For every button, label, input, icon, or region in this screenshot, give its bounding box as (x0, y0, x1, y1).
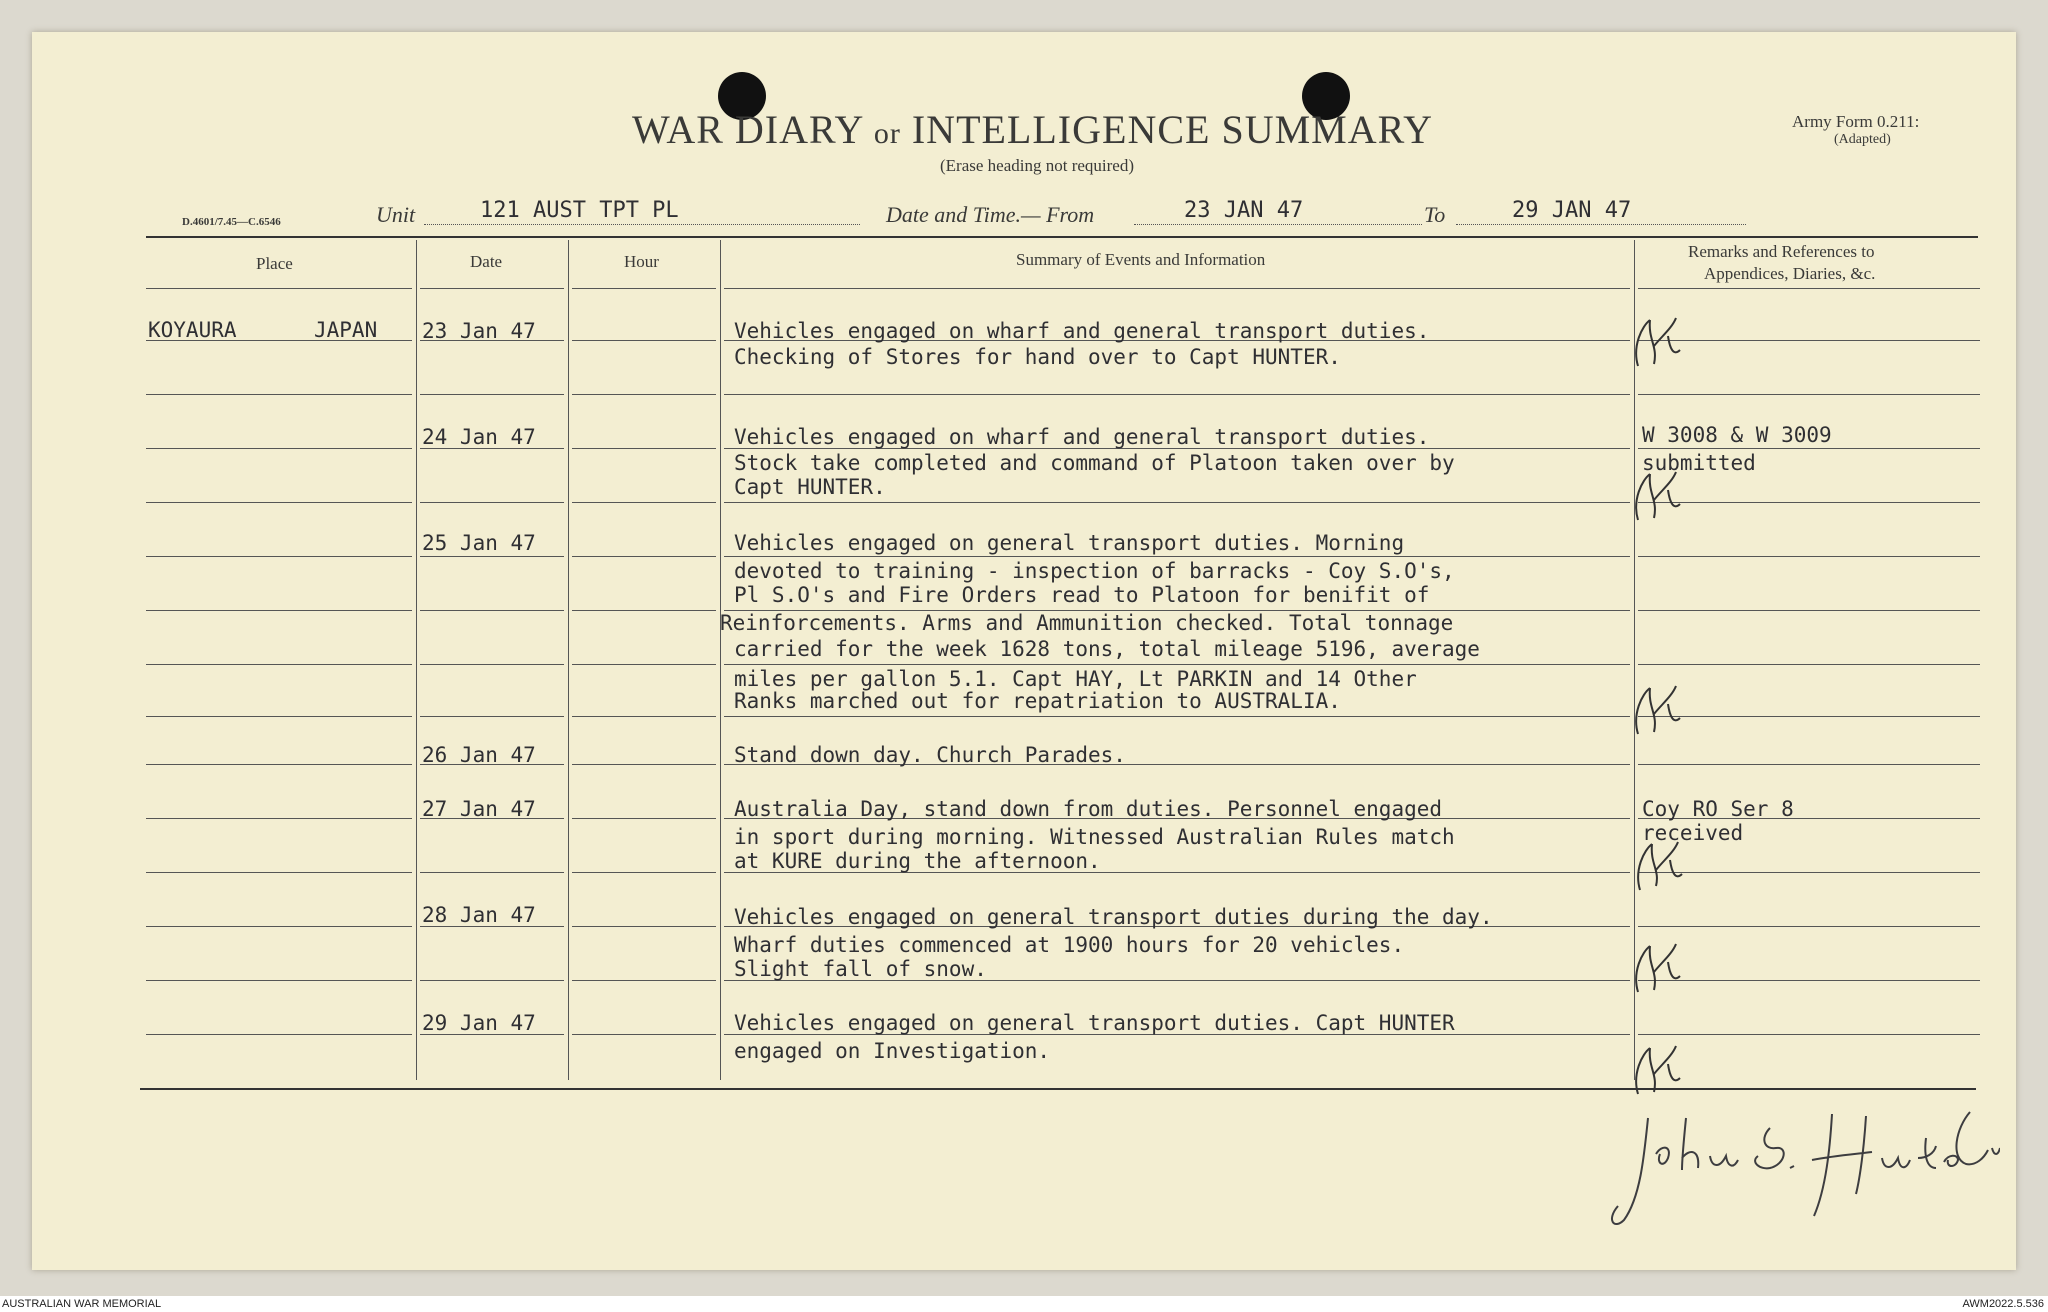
ruled-line (420, 502, 564, 503)
date-time-label: Date and Time.— From (886, 202, 1095, 227)
ruled-line (1638, 926, 1980, 927)
entry-date: 23 Jan 47 (422, 319, 536, 343)
ruled-line (420, 610, 564, 611)
header-rule-summary (724, 288, 1630, 289)
ruled-line (420, 664, 564, 665)
ruled-line (146, 926, 412, 927)
entry-text-line: Australia Day, stand down from duties. Personnel engaged (734, 797, 1443, 821)
page-title (632, 106, 1433, 153)
entry-date: 24 Jan 47 (422, 425, 536, 449)
footer-credit: AUSTRALIAN WAR MEMORIAL (2, 1298, 162, 1310)
ruled-line (146, 610, 412, 611)
ruled-line (146, 448, 412, 449)
ruled-line (572, 664, 716, 665)
to-underline (1456, 224, 1746, 225)
from-underline (1134, 224, 1422, 225)
ruled-line (572, 1034, 716, 1035)
erase-note: (Erase heading not required) (940, 156, 1134, 175)
header-rule-date (420, 288, 564, 289)
ruled-line (146, 1034, 412, 1035)
divider-place-date (416, 240, 417, 1080)
ruled-line (146, 502, 412, 503)
title-intelligence-summary: INTELLIGENCE SUMMARY (911, 107, 1433, 152)
initials-mark (1628, 306, 1688, 386)
to-label: To (1424, 202, 1446, 227)
ruled-line (1638, 716, 1980, 717)
ruled-line (420, 394, 564, 395)
ruled-line (1638, 502, 1980, 503)
ruled-line (1638, 764, 1980, 765)
entry-text-line: Pl S.O's and Fire Orders read to Platoon for benifit of (734, 583, 1430, 607)
ruled-line (420, 556, 564, 557)
ruled-line (1638, 340, 1980, 341)
entry-date: 28 Jan 47 (422, 903, 536, 927)
ruled-line (572, 556, 716, 557)
ruled-line (572, 926, 716, 927)
ruled-line (572, 980, 716, 981)
entry-text-line: carried for the week 1628 tons, total mileage 5196, average (734, 637, 1480, 661)
remark-line: W 3008 & W 3009 (1642, 423, 1832, 447)
ruled-line (572, 448, 716, 449)
entry-text-line: miles per gallon 5.1. Capt HAY, Lt PARKIN and 14 Other (734, 667, 1417, 691)
header-rule-remarks (1638, 288, 1980, 289)
remark-line: received (1642, 821, 1744, 845)
ruled-line (724, 556, 1630, 557)
ruled-line (724, 716, 1630, 717)
initials-mark (1628, 822, 1688, 902)
from-value: 23 JAN 47 (1184, 198, 1304, 223)
remark-line: submitted (1642, 451, 1756, 475)
initials-mark (1628, 456, 1688, 536)
column-header-place: Place (256, 254, 293, 273)
ruled-line (724, 664, 1630, 665)
ruled-line (572, 818, 716, 819)
entry-text-line: Vehicles engaged on wharf and general transport duties. (734, 319, 1430, 343)
entry-text-line: Stand down day. Church Parades. (734, 743, 1126, 767)
table-bottom-rule (140, 1088, 1976, 1090)
ruled-line (572, 394, 716, 395)
ruled-line (724, 394, 1630, 395)
entry-text-line: devoted to training - inspection of barracks - Coy S.O's, (734, 559, 1455, 583)
ruled-line (420, 716, 564, 717)
footer-accession-number: AWM2022.5.536 (1962, 1298, 2044, 1310)
entry-text-line: at KURE during the afternoon. (734, 849, 1101, 873)
ruled-line (146, 716, 412, 717)
entry-text-line: Vehicles engaged on general transport duties. Capt HUNTER (734, 1011, 1455, 1035)
ruled-line (1638, 610, 1980, 611)
column-header-hour: Hour (624, 252, 659, 271)
ruled-line (420, 872, 564, 873)
ruled-line (572, 502, 716, 503)
column-header-remarks-2: Appendices, Diaries, &c. (1704, 264, 1876, 283)
entry-text-line: Vehicles engaged on wharf and general transport duties. (734, 425, 1430, 449)
ruled-line (1638, 664, 1980, 665)
form-code: D.4601/7.45—C.6546 (182, 216, 281, 228)
header-rule-hour (572, 288, 716, 289)
ruled-line (572, 716, 716, 717)
ruled-line (420, 980, 564, 981)
ruled-line (146, 764, 412, 765)
ruled-line (146, 980, 412, 981)
column-header-summary: Summary of Events and Information (1016, 250, 1266, 269)
entry-text-line: Ranks marched out for repatriation to AUSTRALIA. (734, 689, 1341, 713)
ruled-line (572, 764, 716, 765)
column-header-date: Date (470, 252, 503, 271)
unit-label: Unit (376, 202, 416, 227)
ruled-line (146, 394, 412, 395)
entry-text-line: Vehicles engaged on general transport duties. Morning (734, 531, 1405, 555)
ruled-line (1638, 980, 1980, 981)
signature (1600, 1098, 2000, 1238)
entry-date: 25 Jan 47 (422, 531, 536, 555)
ruled-line (1638, 556, 1980, 557)
ruled-line (572, 872, 716, 873)
place-japan: JAPAN (314, 318, 378, 342)
divider-date-hour (568, 240, 569, 1080)
ruled-line (1638, 394, 1980, 395)
ruled-line (146, 664, 412, 665)
ruled-line (1638, 448, 1980, 449)
army-form-adapted: (Adapted) (1834, 132, 1891, 147)
entry-text-line: Wharf duties commenced at 1900 hours for 20 vehicles. (734, 933, 1405, 957)
initials-mark (1628, 670, 1688, 750)
entry-date: 26 Jan 47 (422, 743, 536, 767)
divider-hour-summary (720, 240, 721, 1080)
entry-text-line: Reinforcements. Arms and Ammunition checked. Total tonnage (720, 611, 1454, 635)
to-value: 29 JAN 47 (1512, 198, 1632, 223)
title-or: or (873, 117, 901, 150)
entry-text-line: in sport during morning. Witnessed Australian Rules match (734, 825, 1455, 849)
ruled-line (1638, 872, 1980, 873)
ruled-line (146, 872, 412, 873)
ruled-line (572, 340, 716, 341)
ruled-line (1638, 1034, 1980, 1035)
entry-text-line: engaged on Investigation. (734, 1039, 1051, 1063)
title-war-diary: WAR DIARY (632, 107, 863, 152)
entry-date: 27 Jan 47 (422, 797, 536, 821)
entry-text-line: Slight fall of snow. (734, 957, 987, 981)
table-top-rule (146, 236, 1978, 238)
ruled-line (146, 818, 412, 819)
entry-text-line: Stock take completed and command of Platoon taken over by (734, 451, 1455, 475)
entry-text-line: Vehicles engaged on general transport duties during the day. (734, 905, 1493, 929)
ruled-line (724, 502, 1630, 503)
remark-line: Coy RO Ser 8 (1642, 797, 1794, 821)
initials-mark (1628, 928, 1688, 1008)
ruled-line (146, 556, 412, 557)
unit-underline (424, 224, 860, 225)
army-form-label: Army Form 0.211: (1792, 112, 1920, 131)
place-koyaura: KOYAURA (148, 318, 237, 342)
entry-date: 29 Jan 47 (422, 1011, 536, 1035)
ruled-line (572, 610, 716, 611)
entry-text-line: Checking of Stores for hand over to Capt HUNTER. (734, 345, 1341, 369)
entry-text-line: Capt HUNTER. (734, 475, 886, 499)
unit-value: 121 AUST TPT PL (480, 198, 679, 223)
header-rule-place (146, 288, 412, 289)
column-header-remarks-1: Remarks and References to (1688, 242, 1875, 261)
